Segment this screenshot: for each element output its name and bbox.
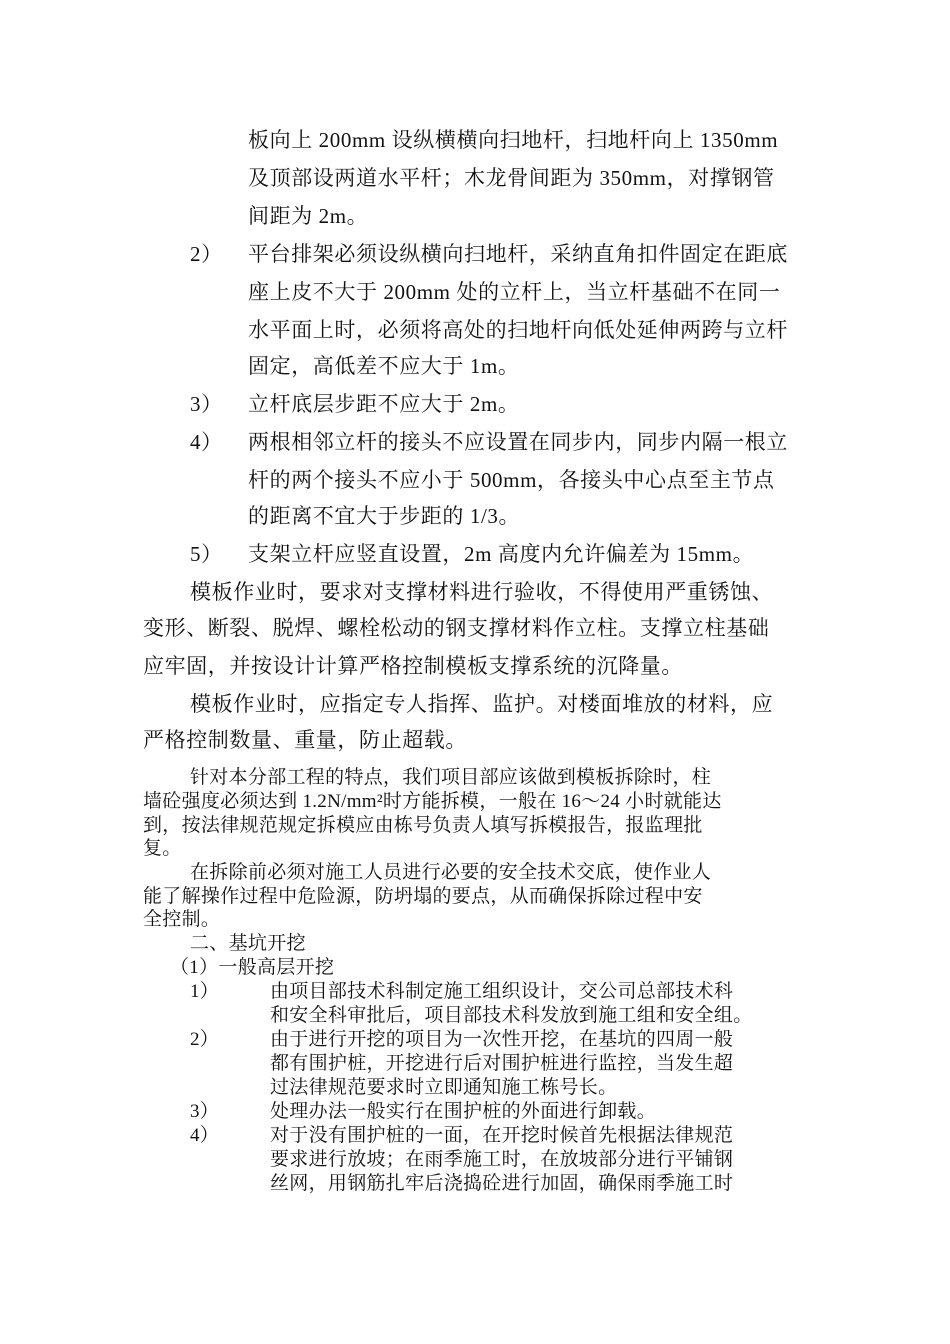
text-line: 模板作业时，要求对支撑材料进行验收，不得使用严重锈蚀、 bbox=[190, 580, 774, 604]
text-line: 和安全科审批后，项目部技术科发放到施工组和安全组。 bbox=[270, 1005, 753, 1026]
text-line: 对于没有围护桩的一面，在开挖时候首先根据法律规范 bbox=[270, 1125, 734, 1146]
text-line: 杆的两个接头不应小于 500mm，各接头中心点至主节点 bbox=[248, 468, 775, 492]
text-line: 间距为 2m。 bbox=[248, 204, 369, 228]
text-line: 的距离不宜大于步距的 1/3。 bbox=[248, 504, 521, 528]
text-line: 针对本分部工程的特点，我们项目部应该做到模板拆除时，柱 bbox=[190, 767, 712, 788]
text-line: 立杆底层步距不应大于 2m。 bbox=[248, 392, 520, 416]
text-line: 支架立杆应竖直设置，2m 高度内允许偏差为 15mm。 bbox=[248, 542, 755, 566]
text-line: 平台排架必须设纵横向扫地杆，采纳直角扣件固定在距底 bbox=[248, 242, 788, 266]
text-line: 复。 bbox=[143, 838, 182, 859]
text-line: 严格控制数量、重量，防止超载。 bbox=[143, 728, 467, 752]
text-line: 丝网，用钢筋扎牢后浇捣砼进行加固，确保雨季施工时 bbox=[270, 1173, 734, 1194]
text-line: 变形、断裂、脱焊、螺栓松动的钢支撑材料作立柱。支撑立柱基础 bbox=[143, 616, 770, 640]
text-line: 座上皮不大于 200mm 处的立杆上，当立杆基础不在同一 bbox=[248, 280, 781, 304]
list-number: 3） bbox=[190, 1101, 220, 1122]
text-line: 水平面上时，必须将高处的扫地杆向低处延伸两跨与立杆 bbox=[248, 318, 788, 342]
text-line: 由于进行开挖的项目为一次性开挖，在基坑的四周一般 bbox=[270, 1029, 734, 1050]
list-number: 2） bbox=[190, 1029, 220, 1050]
text-line: 都有围护桩，开挖进行后对围护桩进行监控，当发生超 bbox=[270, 1053, 734, 1074]
text-line: 固定，高低差不应大于 1m。 bbox=[248, 354, 520, 378]
subsection-heading: （1）一般高层开挖 bbox=[170, 957, 335, 978]
text-line: 在拆除前必须对施工人员进行必要的安全技术交底，使作业人 bbox=[190, 862, 712, 883]
text-line: 墙砼强度必须达到 1.2N/mm²时方能拆模，一般在 16～24 小时就能达 bbox=[143, 791, 722, 812]
list-number: 5） bbox=[190, 542, 223, 566]
text-line: 模板作业时，应指定专人指挥、监护。对楼面堆放的材料，应 bbox=[190, 692, 774, 716]
list-number: 4） bbox=[190, 430, 223, 454]
text-line: 到，按法律规范规定拆模应由栋号负责人填写拆模报告，报监理批 bbox=[143, 815, 703, 836]
text-line: 板向上 200mm 设纵横横向扫地杆，扫地杆向上 1350mm bbox=[248, 128, 779, 152]
text-line: 能了解操作过程中危险源，防坍塌的要点，从而确保拆除过程中安 bbox=[143, 886, 703, 907]
list-number: 2） bbox=[190, 242, 223, 266]
text-line: 过法律规范要求时立即通知施工栋号长。 bbox=[270, 1077, 618, 1098]
list-number: 4） bbox=[190, 1125, 220, 1146]
text-line: 要求进行放坡；在雨季施工时，在放坡部分进行平铺钢 bbox=[270, 1149, 734, 1170]
text-line: 处理办法一般实行在围护桩的外面进行卸载。 bbox=[270, 1101, 657, 1122]
text-line: 两根相邻立杆的接头不应设置在同步内，同步内隔一根立 bbox=[248, 430, 788, 454]
text-line: 及顶部设两道水平杆；木龙骨间距为 350mm，对撑钢管 bbox=[248, 166, 775, 190]
text-line: 由项目部技术科制定施工组织设计，交公司总部技术科 bbox=[270, 981, 734, 1002]
text-line: 应牢固，并按设计计算严格控制模板支撑系统的沉降量。 bbox=[143, 654, 683, 678]
text-line: 全控制。 bbox=[143, 909, 221, 930]
section-heading: 二、基坑开挖 bbox=[190, 933, 306, 954]
list-number: 3） bbox=[190, 392, 223, 416]
list-number: 1） bbox=[190, 981, 220, 1002]
